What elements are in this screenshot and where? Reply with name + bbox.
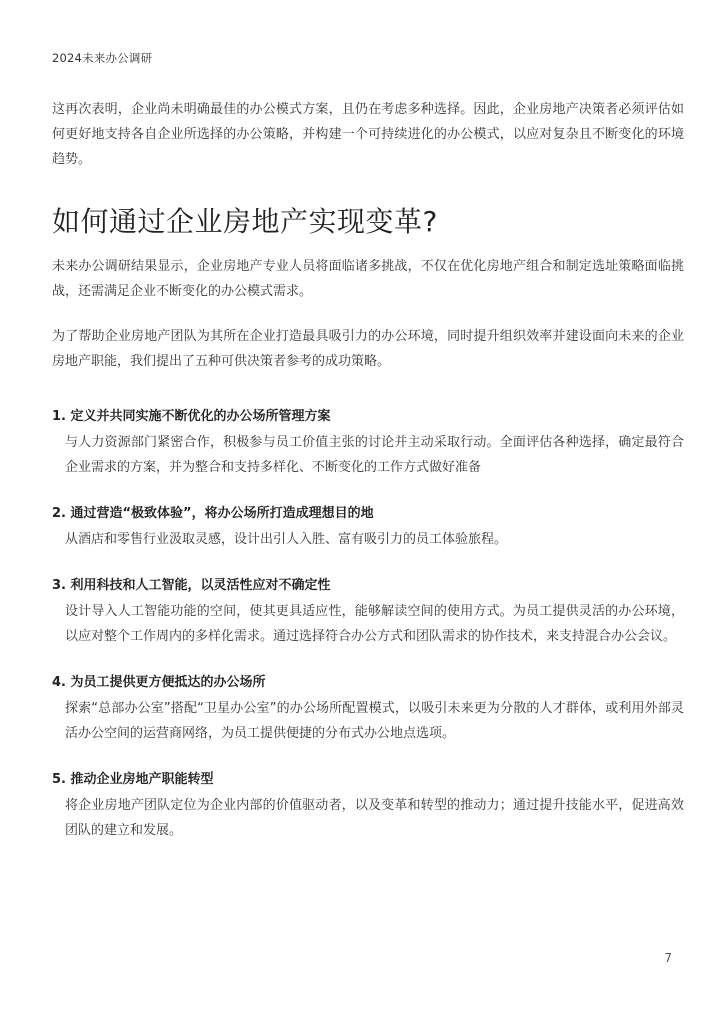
strategy-body: 从酒店和零售行业汲取灵感，设计出引人入胜、富有吸引力的员工体验旅程。 xyxy=(65,532,508,547)
strategy-body: 设计导入人工智能功能的空间，使其更具适应性，能够解读空间的使用方式。为员工提供灵活的办公环境，以应对整个工作周内的多样化需求。通过选择符合办公方式和团队需求的协作技术，来支持混合办公会议。 xyxy=(65,604,684,644)
body-paragraph-2: 为了帮助企业房地产团队为其所在企业打造最具吸引力的办公环境，同时提升组织效率并建设面向未来的企业房地产职能，我们提出了五种可供决策者参考的成功策略。 xyxy=(52,329,684,369)
strategy-title: 3. 利用科技和人工智能，以灵活性应对不确定性 xyxy=(52,578,331,593)
strategy-item-5 xyxy=(52,770,684,843)
strategy-title: 5. 推动企业房地产职能转型 xyxy=(52,772,214,787)
strategy-title: 2. 通过营造“极致体验”，将办公场所打造成理想目的地 xyxy=(52,506,374,521)
page-number: 7 xyxy=(664,951,672,965)
intro-paragraph: 这再次表明，企业尚未明确最佳的办公模式方案，且仍在考虑多种选择。因此，企业房地产决策者必须评估如何更好地支持各自企业所选择的办公策略，并构建一个可持续进化的办公模式，以应对复杂且不断变化的环境趋势。 xyxy=(52,102,684,167)
strategy-item-2 xyxy=(52,504,684,552)
strategy-body: 探索“总部办公室”搭配“卫星办公室”的办公场所配置模式，以吸引未来更为分散的人才群体，或利用外部灵活办公空间的运营商网络，为员工提供便捷的分布式办公地点选项。 xyxy=(65,701,684,741)
body-paragraph-1: 未来办公调研结果显示，企业房地产专业人员将面临诸多挑战，不仅在优化房地产组合和制定选址策略面临挑战，还需满足企业不断变化的办公模式需求。 xyxy=(52,259,684,299)
strategy-item-1 xyxy=(52,407,684,480)
strategy-item-4 xyxy=(52,673,684,746)
strategy-body: 将企业房地产团队定位为企业内部的价值驱动者，以及变革和转型的推动力；通过提升技能水平，促进高效团队的建立和发展。 xyxy=(65,798,684,838)
strategy-item-3 xyxy=(52,576,684,649)
page-content xyxy=(52,97,684,867)
strategy-title: 4. 为员工提供更方便抵达的办公场所 xyxy=(52,675,266,690)
strategy-title: 1. 定义并共同实施不断优化的办公场所管理方案 xyxy=(52,409,331,424)
strategy-body: 与人力资源部门紧密合作，积极参与员工价值主张的讨论并主动采取行动。全面评估各种选择，确定最符合企业需求的方案，并为整合和支持多样化、不断变化的工作方式做好准备 xyxy=(65,435,684,475)
running-header: 2024未来办公调研 xyxy=(52,51,153,65)
section-heading: 如何通过企业房地产实现变革? xyxy=(52,205,438,238)
